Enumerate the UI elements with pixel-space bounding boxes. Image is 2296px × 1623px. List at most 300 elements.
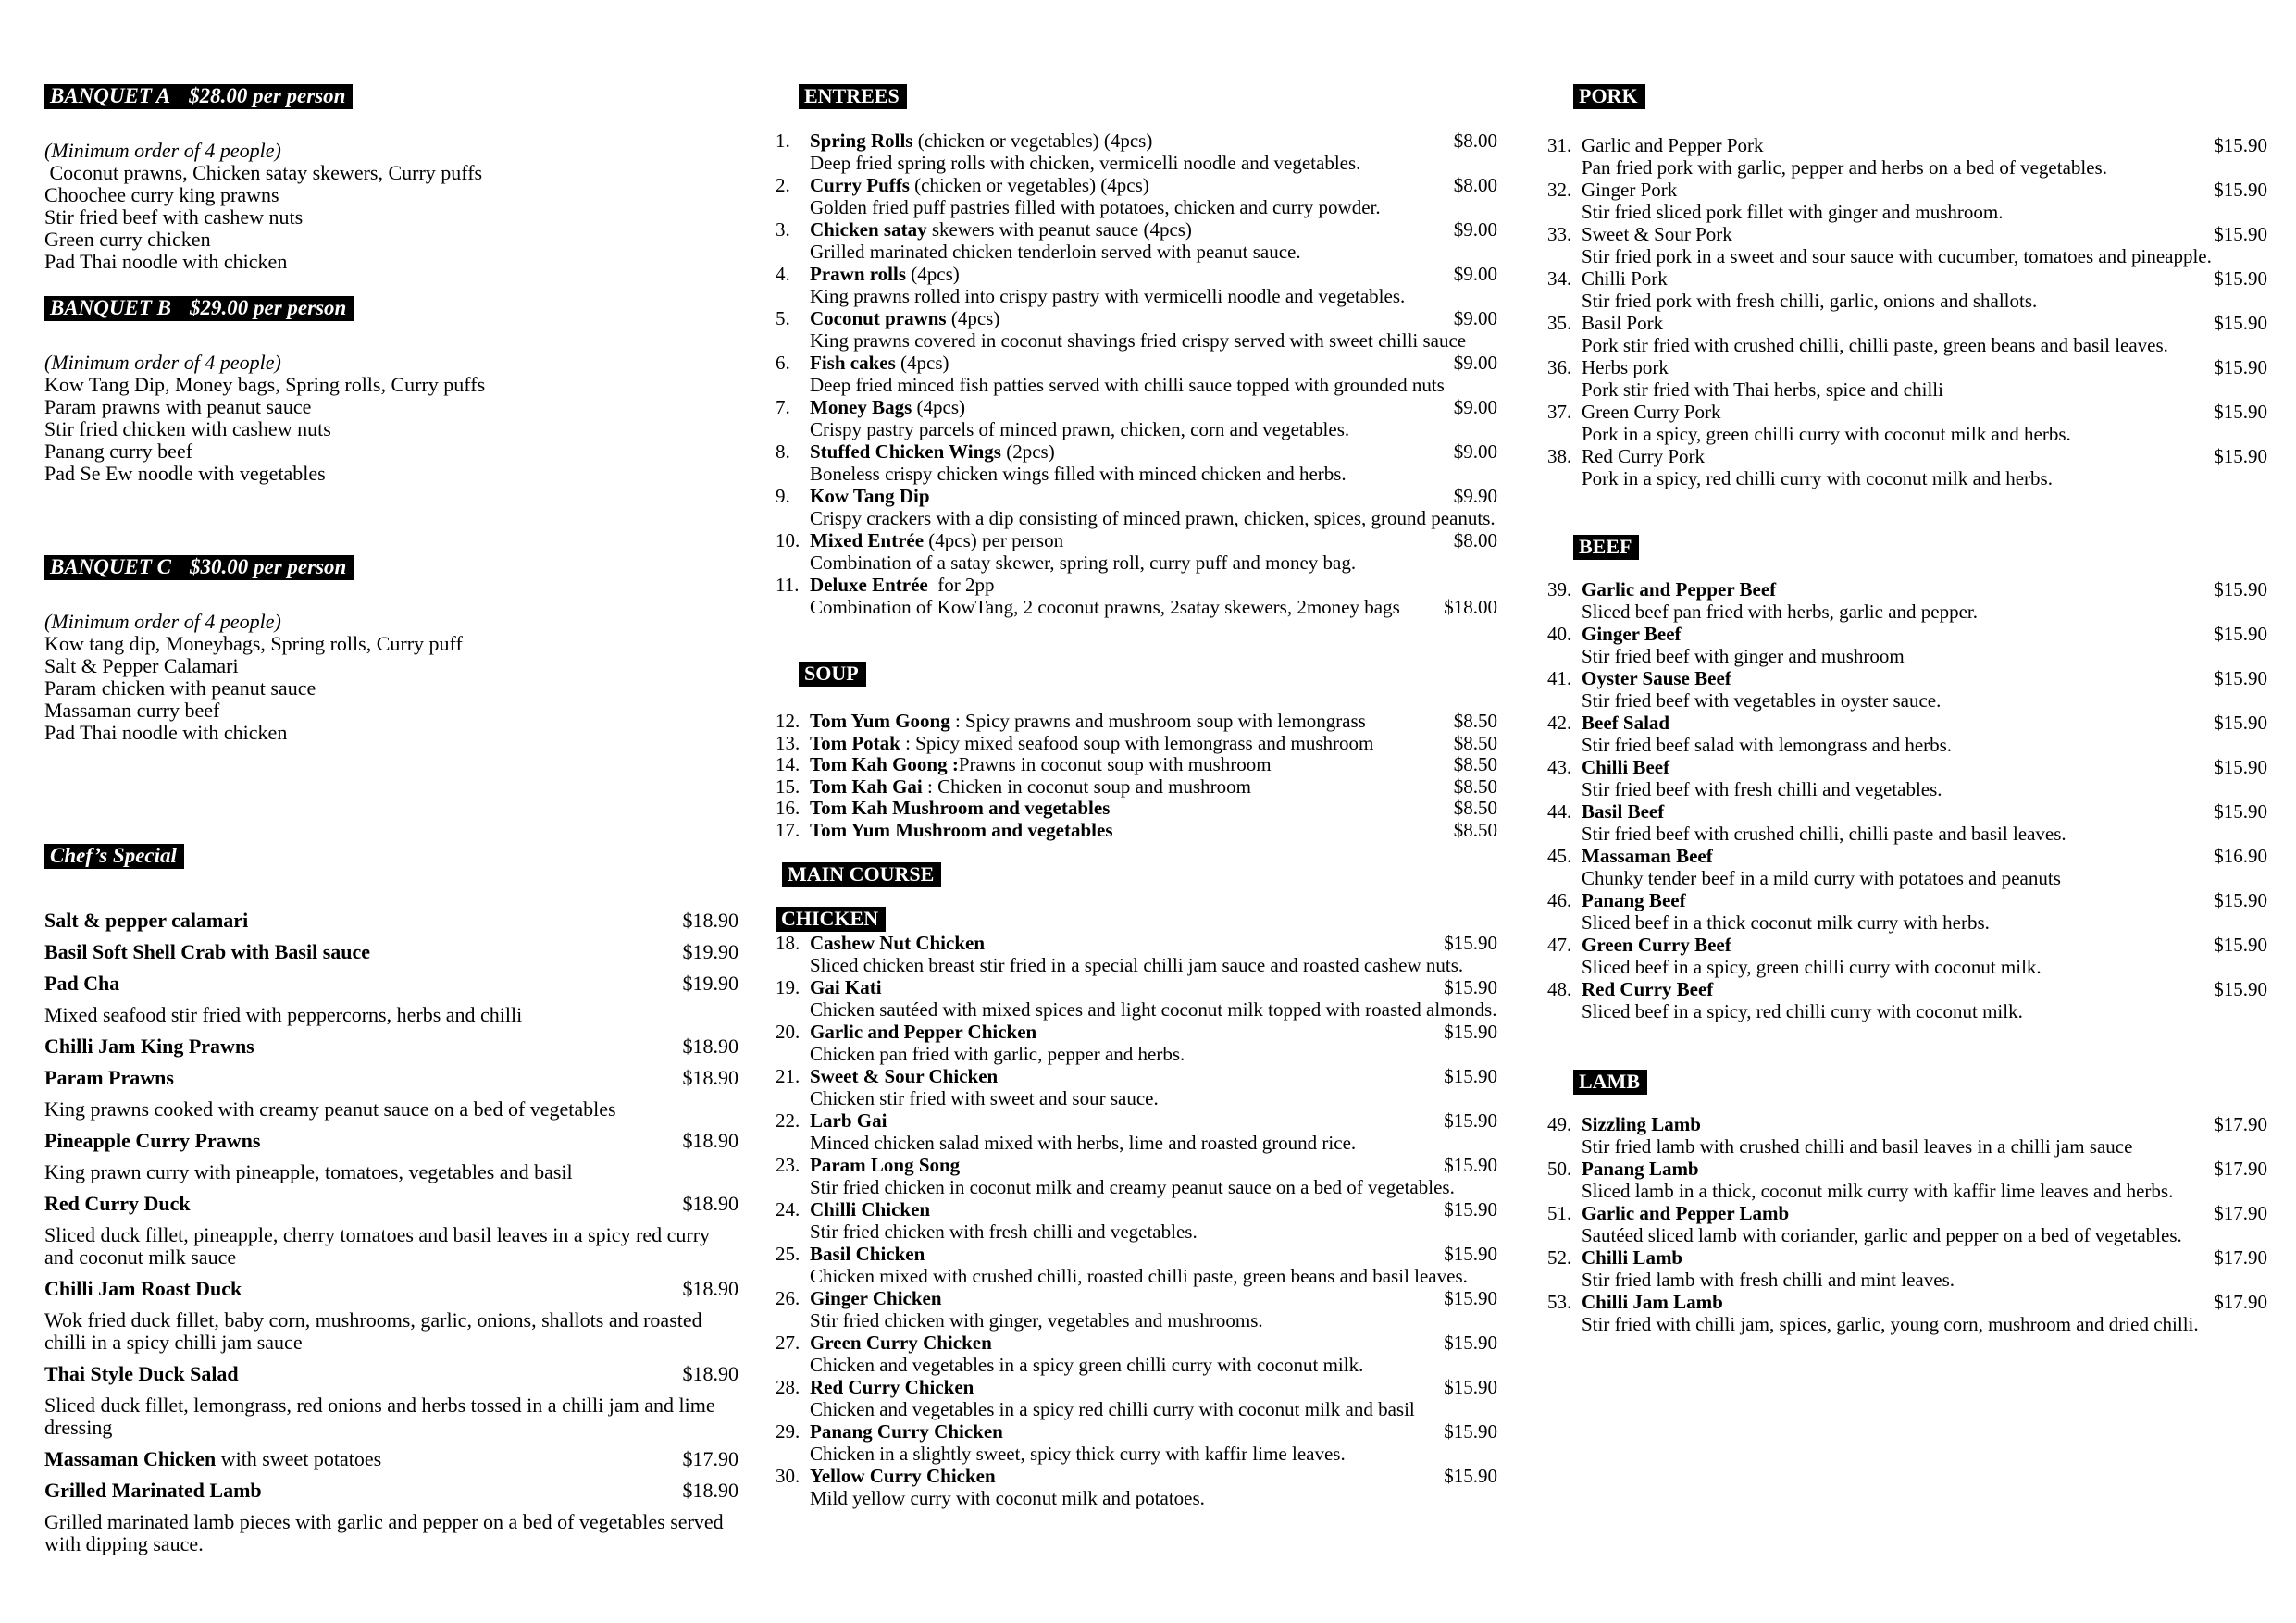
menu-item (1547, 1291, 2267, 1335)
item-number: 21. (776, 1065, 800, 1087)
item-description: Pork stir fried with crushed chilli, chilli paste, green beans and basil leaves. (1582, 334, 2168, 356)
item-price: $15.90 (2214, 889, 2267, 911)
item-description: Stir fried beef with vegetables in oyster sauce. (1582, 689, 1942, 712)
menu-item (1547, 401, 2267, 445)
menu-item (776, 1109, 1497, 1154)
beef-header: BEEF (1573, 535, 1639, 560)
item-number: 41. (1547, 667, 1572, 689)
menu-item (776, 1243, 1497, 1287)
item-price: $15.90 (2214, 578, 2267, 601)
item-price: $8.50 (1453, 818, 1497, 841)
menu-item (44, 1193, 738, 1269)
banquet-minimum-note: (Minimum order of 4 people) (44, 139, 281, 162)
pork-section (1547, 84, 2267, 489)
entrees-header: ENTREES (799, 84, 907, 109)
item-price: $8.50 (1453, 731, 1497, 754)
item-number: 6. (776, 352, 790, 374)
menu-item (44, 1480, 738, 1555)
item-number: 45. (1547, 845, 1572, 867)
menu-item (776, 263, 1497, 307)
item-description: Stir fried pork in a sweet and sour sauce with cucumber, tomatoes and pineapple. (1582, 245, 2212, 267)
item-price: $17.90 (2214, 1202, 2267, 1224)
menu-item (1547, 889, 2267, 934)
item-number: 9. (776, 485, 790, 507)
item-price: $15.90 (2214, 756, 2267, 778)
item-name: Thai Style Duck Salad (44, 1362, 239, 1385)
menu-item (44, 1363, 738, 1439)
item-number: 52. (1547, 1246, 1572, 1269)
item-description: Combination of a satay skewer, spring roll, curry puff and money bag. (810, 551, 1357, 574)
item-description: Crispy crackers with a dip consisting of minced prawn, chicken, spices, ground peanuts. (810, 507, 1496, 529)
item-number: 23. (776, 1154, 800, 1176)
item-description: Chunky tender beef in a mild curry with potatoes and peanuts (1582, 867, 2061, 889)
item-number: 1. (776, 130, 790, 152)
menu-item (776, 1198, 1497, 1243)
chicken-header: CHICKEN (776, 907, 886, 932)
item-number: 32. (1547, 179, 1572, 201)
item-price: $16.90 (2214, 845, 2267, 867)
item-description: Minced chicken salad mixed with herbs, lime and roasted ground rice. (810, 1132, 1357, 1154)
item-price: $15.90 (2214, 267, 2267, 290)
menu-item (776, 440, 1497, 485)
item-description: Chicken pan fried with garlic, pepper and herbs. (810, 1043, 1185, 1065)
item-description: King prawns covered in coconut shavings fried crispy served with sweet chilli sauce (810, 329, 1467, 352)
item-description: Chicken and vegetables in a spicy green chilli curry with coconut milk. (810, 1354, 1364, 1376)
item-price: $15.90 (2214, 179, 2267, 201)
banquet-dish: Kow Tang Dip, Money bags, Spring rolls, Curry puffs (44, 373, 486, 396)
item-name: Garlic and Pepper Pork (1582, 134, 1764, 156)
item-name: Massaman Beef (1582, 845, 1713, 867)
menu-item (776, 1065, 1497, 1109)
item-description: Golden fried puff pastries filled with potatoes, chicken and curry powder. (810, 196, 1381, 218)
item-description: Stir fried with chilli jam, spices, garlic, young corn, mushroom and dried chilli. (1582, 1313, 2199, 1335)
item-name: Panang Curry Chicken (810, 1420, 1003, 1443)
item-price: $15.90 (1444, 1287, 1497, 1309)
item-price: $15.90 (2214, 623, 2267, 645)
menu-item (1547, 179, 2267, 223)
menu-item (44, 1067, 738, 1121)
item-price: $18.90 (682, 1066, 738, 1089)
menu-item (776, 396, 1497, 440)
item-price: $15.90 (2214, 667, 2267, 689)
item-price: $15.90 (2214, 356, 2267, 378)
menu-item (776, 130, 1497, 174)
item-number: 2. (776, 174, 790, 196)
item-price: $19.90 (682, 940, 738, 963)
banquet-a-section (44, 84, 738, 273)
item-number: 53. (1547, 1291, 1572, 1313)
item-name: Ginger Pork (1582, 179, 1678, 201)
item-description: Sliced beef in a thick coconut milk curry with herbs. (1582, 911, 1990, 934)
item-name: Larb Gai (810, 1109, 887, 1132)
menu-item (44, 1278, 738, 1354)
menu-item (44, 910, 738, 932)
menu-item (1547, 1246, 2267, 1291)
menu-item (776, 776, 1497, 799)
item-price: $15.90 (1444, 1154, 1497, 1176)
item-description: King prawns rolled into crispy pastry with vermicelli noodle and vegetables. (810, 285, 1406, 307)
item-number: 3. (776, 218, 790, 241)
item-number: 35. (1547, 312, 1572, 334)
banquet-minimum-note: (Minimum order of 4 people) (44, 610, 281, 633)
item-number: 42. (1547, 712, 1572, 734)
menu-item (776, 733, 1497, 755)
item-number: 36. (1547, 356, 1572, 378)
item-name: Param Long Song (810, 1154, 961, 1176)
item-description: Sliced lamb in a thick, coconut milk curry with kaffir lime leaves and herbs. (1582, 1180, 2174, 1202)
banquet-price: $29.00 per person (190, 296, 347, 319)
item-description: Stir fried pork with fresh chilli, garlic, onions and shallots. (1582, 290, 2038, 312)
menu-item (776, 711, 1497, 733)
item-price: $18.00 (1444, 596, 1497, 618)
menu-item (44, 1448, 738, 1470)
item-price: $9.00 (1453, 218, 1497, 241)
item-description: Stir fried beef with fresh chilli and vegetables. (1582, 778, 1942, 800)
menu-item (776, 1376, 1497, 1420)
banquet-title: BANQUET A (50, 84, 171, 107)
item-number: 50. (1547, 1158, 1572, 1180)
item-price: $8.50 (1453, 797, 1497, 819)
item-description: Sliced beef in a spicy, red chilli curry with coconut milk. (1582, 1000, 2023, 1022)
item-name: Basil Soft Shell Crab with Basil sauce (44, 940, 371, 963)
menu-item (1547, 623, 2267, 667)
item-number: 27. (776, 1332, 800, 1354)
item-price: $15.90 (1444, 1021, 1497, 1043)
item-name: Garlic and Pepper Beef (1582, 578, 1777, 601)
item-number: 12. (776, 710, 800, 732)
lamb-section (1547, 1070, 2267, 1335)
main-course-header: MAIN COURSE (782, 862, 941, 887)
banquet-dish: Pad Thai noodle with chicken (44, 721, 288, 744)
banquet-b-section (44, 296, 738, 485)
item-price: $18.90 (682, 909, 738, 932)
menu-item (1547, 712, 2267, 756)
item-name: Tom Kah Gai : Chicken in coconut soup and mushroom (810, 774, 1251, 798)
item-name: Prawn rolls (4pcs) (810, 263, 960, 285)
item-number: 30. (776, 1465, 800, 1487)
menu-item (1547, 134, 2267, 179)
menu-item (1547, 1158, 2267, 1202)
banquet-price: $30.00 per person (190, 555, 347, 578)
item-description: Pan fried pork with garlic, pepper and herbs on a bed of vegetables. (1582, 156, 2107, 179)
menu-item (1547, 223, 2267, 267)
item-number: 44. (1547, 800, 1572, 823)
banquet-dish: Choochee curry king prawns (44, 183, 279, 206)
item-price: $19.90 (682, 972, 738, 995)
item-number: 51. (1547, 1202, 1572, 1224)
main-course-section (776, 862, 1497, 1509)
item-name: Basil Pork (1582, 312, 1664, 334)
banquet-title: BANQUET C (50, 555, 171, 578)
item-name: Red Curry Duck (44, 1192, 191, 1215)
item-price: $9.90 (1453, 485, 1497, 507)
item-number: 29. (776, 1420, 800, 1443)
item-name: Green Curry Beef (1582, 934, 1731, 956)
item-price: $18.90 (682, 1129, 738, 1152)
menu-item (1547, 1113, 2267, 1158)
item-name: Spring Rolls (chicken or vegetables) (4pcs) (810, 130, 1153, 152)
item-description: Grilled marinated chicken tenderloin served with peanut sauce. (810, 241, 1301, 263)
item-price: $15.90 (2214, 445, 2267, 467)
item-number: 40. (1547, 623, 1572, 645)
item-name: Stuffed Chicken Wings (2pcs) (810, 440, 1055, 463)
item-number: 14. (776, 753, 800, 775)
item-name: Beef Salad (1582, 712, 1670, 734)
item-description: Pork in a spicy, red chilli curry with coconut milk and herbs. (1582, 467, 2053, 489)
item-name: Oyster Sause Beef (1582, 667, 1731, 689)
item-name: Fish cakes (4pcs) (810, 352, 949, 374)
item-price: $17.90 (2214, 1113, 2267, 1135)
item-name: Red Curry Beef (1582, 978, 1714, 1000)
item-price: $15.90 (1444, 976, 1497, 998)
banquet-dish: Pad Thai noodle with chicken (44, 250, 288, 273)
item-price: $15.90 (1444, 1332, 1497, 1354)
item-number: 5. (776, 307, 790, 329)
item-description: Stir fried beef with crushed chilli, chilli paste and basil leaves. (1582, 823, 2066, 845)
item-number: 10. (776, 529, 800, 551)
item-name: Chilli Pork (1582, 267, 1668, 290)
item-name: Panang Lamb (1582, 1158, 1699, 1180)
banquet-dish: Coconut prawns, Chicken satay skewers, Curry puffs (44, 161, 483, 184)
item-description: Grilled marinated lamb pieces with garlic and pepper on a bed of vegetables served with dipping sauce. (44, 1510, 724, 1555)
item-price: $9.00 (1453, 352, 1497, 374)
menu-item (1547, 756, 2267, 800)
item-name: Tom Kah Goong :Prawns in coconut soup with mushroom (810, 753, 1272, 775)
item-price: $15.90 (2214, 401, 2267, 423)
item-price: $18.90 (682, 1192, 738, 1215)
item-description: Sliced duck fillet, lemongrass, red onions and herbs tossed in a chilli jam and lime dressing (44, 1394, 715, 1439)
item-number: 8. (776, 440, 790, 463)
item-price: $8.00 (1453, 174, 1497, 196)
banquet-dish: Panang curry beef (44, 440, 193, 463)
item-number: 13. (776, 731, 800, 754)
item-description: Chicken in a slightly sweet, spicy thick curry with kaffir lime leaves. (810, 1443, 1346, 1465)
item-price: $9.00 (1453, 396, 1497, 418)
item-number: 46. (1547, 889, 1572, 911)
item-price: $15.90 (1444, 932, 1497, 954)
menu-item (776, 1287, 1497, 1332)
item-number: 49. (1547, 1113, 1572, 1135)
item-price: $15.90 (1444, 1420, 1497, 1443)
item-name: Pad Cha (44, 972, 120, 995)
menu-item (1547, 934, 2267, 978)
menu-item (1547, 800, 2267, 845)
item-name: Chilli Chicken (810, 1198, 931, 1220)
menu-item (776, 1332, 1497, 1376)
item-name: Green Curry Chicken (810, 1332, 992, 1354)
item-price: $15.90 (1444, 1065, 1497, 1087)
banquet-minimum-note: (Minimum order of 4 people) (44, 351, 281, 374)
item-price: $15.90 (2214, 134, 2267, 156)
item-name: Chilli Lamb (1582, 1246, 1683, 1269)
item-name: Pineapple Curry Prawns (44, 1129, 261, 1152)
banquet-dish: Massaman curry beef (44, 699, 220, 722)
item-price: $17.90 (682, 1447, 738, 1470)
item-name: Panang Beef (1582, 889, 1686, 911)
menu-item (776, 307, 1497, 352)
item-name: Basil Chicken (810, 1243, 925, 1265)
item-price: $15.90 (2214, 800, 2267, 823)
item-description: Mild yellow curry with coconut milk and potatoes. (810, 1487, 1205, 1509)
menu-item (1547, 267, 2267, 312)
item-name: Chilli Jam King Prawns (44, 1035, 254, 1058)
item-description: Pork stir fried with Thai herbs, spice and chilli (1582, 378, 1943, 401)
menu-item (776, 529, 1497, 574)
menu-item (776, 1420, 1497, 1465)
item-description: Pork in a spicy, green chilli curry with coconut milk and herbs. (1582, 423, 2071, 445)
item-number: 20. (776, 1021, 800, 1043)
menu-item (776, 820, 1497, 842)
item-price: $9.00 (1453, 440, 1497, 463)
item-name: Chicken satay skewers with peanut sauce (4pcs) (810, 218, 1192, 241)
item-price: $8.50 (1453, 753, 1497, 775)
item-number: 11. (776, 574, 800, 596)
item-description: Stir fried beef salad with lemongrass and herbs. (1582, 734, 1953, 756)
item-description: Combination of KowTang, 2 coconut prawns, 2satay skewers, 2money bags $18.00 (810, 596, 1497, 618)
item-price: $18.90 (682, 1035, 738, 1058)
item-name: Salt & pepper calamari (44, 909, 249, 932)
item-description: Deep fried spring rolls with chicken, vermicelli noodle and vegetables. (810, 152, 1361, 174)
banquet-b-header (44, 296, 354, 321)
item-description: Chicken sautéed with mixed spices and light coconut milk topped with roasted almonds. (810, 998, 1497, 1021)
item-number: 33. (1547, 223, 1572, 245)
item-description: King prawns cooked with creamy peanut sauce on a bed of vegetables (44, 1097, 616, 1121)
menu-item (44, 1130, 738, 1183)
item-number: 18. (776, 932, 800, 954)
menu-item (1547, 578, 2267, 623)
item-number: 39. (1547, 578, 1572, 601)
banquet-a-header (44, 84, 353, 109)
item-number: 43. (1547, 756, 1572, 778)
item-name: Ginger Chicken (810, 1287, 942, 1309)
item-price: $17.90 (2214, 1291, 2267, 1313)
item-name: Chilli Beef (1582, 756, 1670, 778)
item-name: Money Bags (4pcs) (810, 396, 965, 418)
item-number: 25. (776, 1243, 800, 1265)
chefs-special-header: Chef’s Special (44, 844, 184, 869)
item-price: $15.90 (2214, 312, 2267, 334)
item-name: Curry Puffs (chicken or vegetables) (4pcs) (810, 174, 1149, 196)
item-name: Sweet & Sour Chicken (810, 1065, 999, 1087)
item-description: Stir fried lamb with fresh chilli and mint leaves. (1582, 1269, 1955, 1291)
item-description: Sliced beef pan fried with herbs, garlic and pepper. (1582, 601, 1979, 623)
item-name: Basil Beef (1582, 800, 1665, 823)
banquet-price: $28.00 per person (189, 84, 346, 107)
item-name: Kow Tang Dip (810, 485, 930, 507)
item-name: Garlic and Pepper Chicken (810, 1021, 1037, 1043)
item-description: Wok fried duck fillet, baby corn, mushrooms, garlic, onions, shallots and roasted chilli in a spicy chilli jam sauce (44, 1308, 702, 1354)
menu-item (776, 1021, 1497, 1065)
item-price: $15.90 (2214, 934, 2267, 956)
item-name: Red Curry Pork (1582, 445, 1705, 467)
item-name: Tom Kah Mushroom and vegetables (810, 797, 1111, 819)
item-number: 17. (776, 818, 800, 841)
item-description: Sliced beef in a spicy, green chilli curry with coconut milk. (1582, 956, 2042, 978)
banquet-dish: Pad Se Ew noodle with vegetables (44, 462, 326, 485)
item-name: Deluxe Entrée for 2pp (810, 574, 995, 596)
menu-item (776, 932, 1497, 976)
item-name: Grilled Marinated Lamb (44, 1479, 262, 1502)
item-number: 31. (1547, 134, 1572, 156)
item-name: Ginger Beef (1582, 623, 1682, 645)
item-description: Stir fried chicken in coconut milk and creamy peanut sauce on a bed of vegetables. (810, 1176, 1455, 1198)
soup-header: SOUP (799, 662, 866, 687)
item-price: $17.90 (2214, 1246, 2267, 1269)
item-price: $18.90 (682, 1362, 738, 1385)
item-name: Gai Kati (810, 976, 882, 998)
item-description: King prawn curry with pineapple, tomatoes, vegetables and basil (44, 1160, 573, 1183)
item-price: $15.90 (2214, 223, 2267, 245)
item-name: Sizzling Lamb (1582, 1113, 1701, 1135)
item-name: Yellow Curry Chicken (810, 1465, 996, 1487)
menu-item (1547, 978, 2267, 1022)
menu-item (776, 574, 1497, 618)
menu-item (44, 973, 738, 1026)
item-description: Chicken stir fried with sweet and sour sauce. (810, 1087, 1159, 1109)
item-name: Tom Potak : Spicy mixed seafood soup with lemongrass and mushroom (810, 731, 1374, 754)
banquet-dish: Salt & Pepper Calamari (44, 654, 239, 677)
item-name: Chilli Jam Roast Duck (44, 1277, 242, 1300)
item-name: Massaman Chicken with sweet potatoes (44, 1447, 382, 1470)
item-description: Stir fried lamb with crushed chilli and basil leaves in a chilli jam sauce (1582, 1135, 2133, 1158)
item-number: 24. (776, 1198, 800, 1220)
item-description: Chicken mixed with crushed chilli, roasted chilli paste, green beans and basil leaves. (810, 1265, 1468, 1287)
menu-item (1547, 667, 2267, 712)
item-number: 34. (1547, 267, 1572, 290)
banquet-dish: Stir fried chicken with cashew nuts (44, 417, 331, 440)
menu-item (776, 976, 1497, 1021)
item-name: Herbs pork (1582, 356, 1669, 378)
item-number: 15. (776, 774, 800, 798)
item-description: Crispy pastry parcels of minced prawn, chicken, corn and vegetables. (810, 418, 1350, 440)
item-description: Chicken and vegetables in a spicy red chilli curry with coconut milk and basil (810, 1398, 1415, 1420)
soup-section (776, 662, 1497, 841)
chefs-special-section (44, 844, 738, 1565)
item-name: Mixed Entrée (4pcs) per person (810, 529, 1064, 551)
item-number: 47. (1547, 934, 1572, 956)
item-price: $15.90 (1444, 1243, 1497, 1265)
menu-item (1547, 1202, 2267, 1246)
menu-item (776, 1465, 1497, 1509)
banquet-dish: Param chicken with peanut sauce (44, 676, 316, 700)
item-price: $15.90 (1444, 1198, 1497, 1220)
beef-section (1547, 535, 2267, 1022)
item-price: $8.50 (1453, 710, 1497, 732)
item-description: Stir fried chicken with fresh chilli and vegetables. (810, 1220, 1198, 1243)
item-name: Chilli Jam Lamb (1582, 1291, 1723, 1313)
item-price: $8.50 (1453, 774, 1497, 798)
menu-item (1547, 356, 2267, 401)
item-price: $8.00 (1453, 529, 1497, 551)
item-description: Mixed seafood stir fried with peppercorns, herbs and chilli (44, 1003, 523, 1026)
banquet-dish: Kow tang dip, Moneybags, Spring rolls, Curry puff (44, 632, 463, 655)
item-description: Deep fried minced fish patties served with chilli sauce topped with grounded nuts (810, 374, 1445, 396)
menu-item (44, 941, 738, 963)
item-name: Sweet & Sour Pork (1582, 223, 1732, 245)
item-name: Tom Yum Mushroom and vegetables (810, 818, 1113, 841)
banquet-c-header (44, 555, 354, 580)
menu-item (776, 798, 1497, 820)
menu-item (1547, 845, 2267, 889)
banquet-dish: Green curry chicken (44, 228, 211, 251)
banquet-dish: Param prawns with peanut sauce (44, 395, 312, 418)
item-price: $18.90 (682, 1479, 738, 1502)
item-price: $8.00 (1453, 130, 1497, 152)
item-price: $18.90 (682, 1277, 738, 1300)
menu-item (776, 754, 1497, 776)
item-description: Stir fried sliced pork fillet with ginger and mushroom. (1582, 201, 2004, 223)
item-name: Garlic and Pepper Lamb (1582, 1202, 1790, 1224)
